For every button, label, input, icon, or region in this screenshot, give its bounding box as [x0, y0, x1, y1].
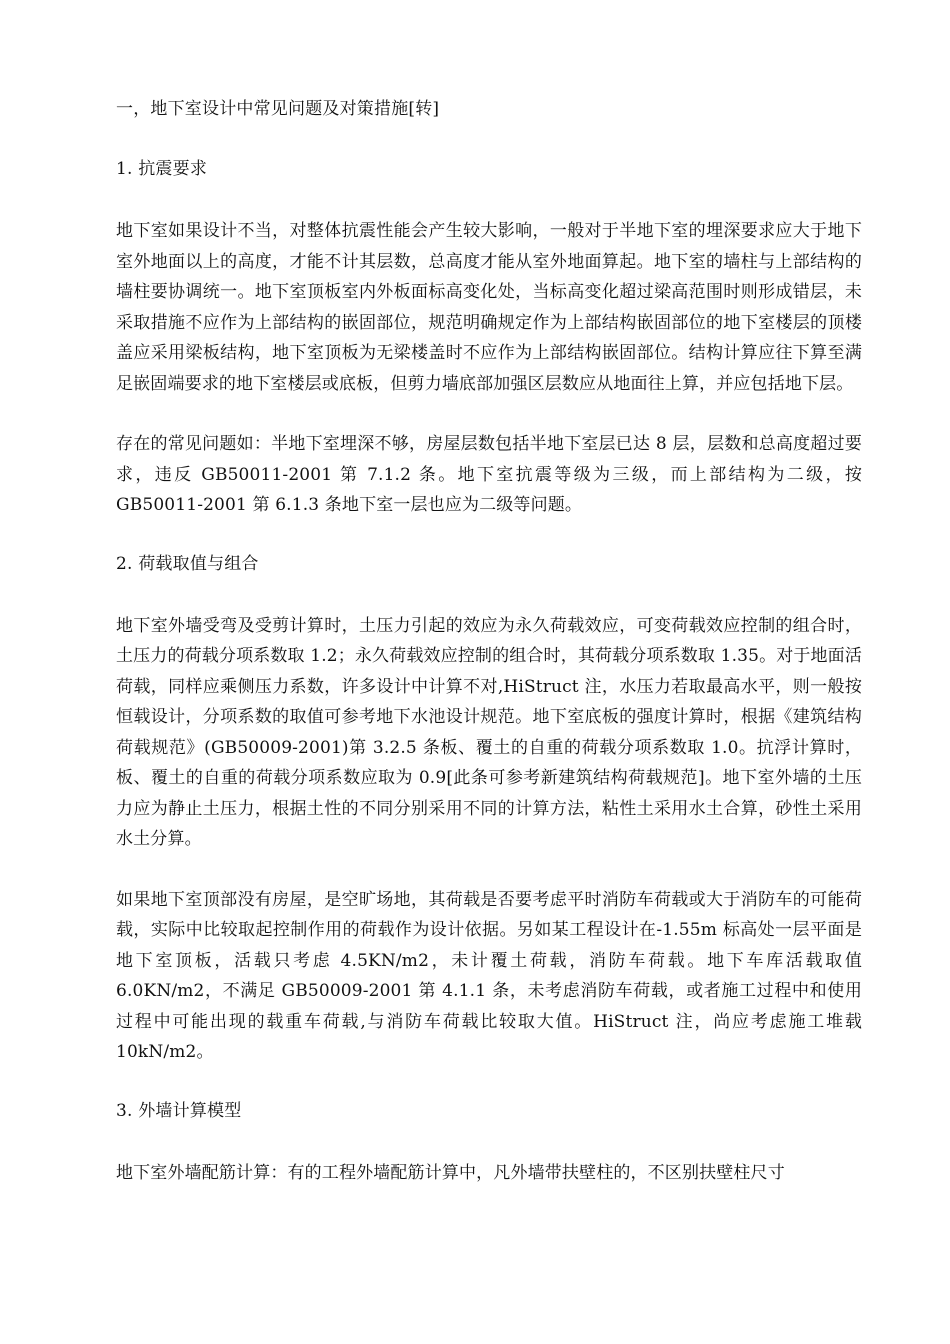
paragraph: 地下室如果设计不当，对整体抗震性能会产生较大影响，一般对于半地下室的埋深要求应大于地下室外地面以上的高度，才能不计其层数，总高度才能从室外地面算起。地下室的墙柱与上部结构的墙柱要协调统一。地下室顶板室内外板面标高变化处，当标高变化超过梁高范围时则形成错层，未采取措施不应作为上部结构的嵌固部位，规范明确规定作为上部结构嵌固部位的地下室楼层的顶楼盖应采用梁板结构，地下室顶板为无梁楼盖时不应作为上部结构嵌固部位。结构计算应往下算至满足嵌固端要求的地下室楼层或底板，但剪力墙底部加强区层数应从地面往上算，并应包括地下层。 [116, 221, 862, 394]
section-heading-wall-model: 3. 外墙计算模型 [116, 1100, 242, 1121]
section-heading-loads: 2. 荷载取值与组合 [116, 553, 259, 574]
section-heading-seismic: 1. 抗震要求 [116, 159, 208, 179]
document-body [116, 96, 862, 1188]
document-title: 一，地下室设计中常见问题及对策措施[转] [116, 99, 440, 119]
paragraph: 如果地下室顶部没有房屋，是空旷场地，其荷载是否要考虑平时消防车荷载或大于消防车的可能荷载，实际中比较取起控制作用的荷载作为设计依据。另如某工程设计在-1.55m 标高处一层平面是地下室顶板，活载只考虑 4.5KN/m2，未计覆土荷载，消防车荷载。地下车库活载取值 6.0KN/m2，不满足 GB50009-2001 第 4.1.1 条，未考虑消防车荷载，或者施工过程中和使用过程中可能出现的载重车荷载,与消防车荷载比较取大值。HiStruct 注，尚应考虑施工堆载 10kN/m2。 [116, 889, 862, 1062]
paragraph: 地下室外墙受弯及受剪计算时，土压力引起的效应为永久荷载效应，可变荷载效应控制的组合时，土压力的荷载分项系数取 1.2；永久荷载效应控制的组合时，其荷载分项系数取 1.35。对于地面活荷载，同样应乘侧压力系数，许多设计中计算不对,HiStruct 注，水压力若取最高水平，则一般按恒载设计，分项系数的取值可参考地下水池设计规范。地下室底板的强度计算时，根据《建筑结构荷载规范》(GB50009-2001)第 3.2.5 条板、覆土的自重的荷载分项系数取 1.0。抗浮计算时，板、覆土的自重的荷载分项系数应取为 0.9[此条可参考新建筑结构荷载规范]。地下室外墙的土压力应为静止土压力，根据土性的不同分别采用不同的计算方法，粘性土采用水土合算，砂性土采用水土分算。 [116, 615, 862, 849]
paragraph: 地下室外墙配筋计算：有的工程外墙配筋计算中，凡外墙带扶壁柱的，不区别扶壁柱尺寸 [116, 1162, 785, 1183]
paragraph: 存在的常见问题如：半地下室埋深不够，房屋层数包括半地下室层已达 8 层，层数和总高度超过要求，违反 GB50011-2001 第 7.1.2 条。地下室抗震等级为三级，而上部结构为二级，按 GB50011-2001 第 6.1.3 条地下室一层也应为二级等问题。 [116, 434, 862, 515]
